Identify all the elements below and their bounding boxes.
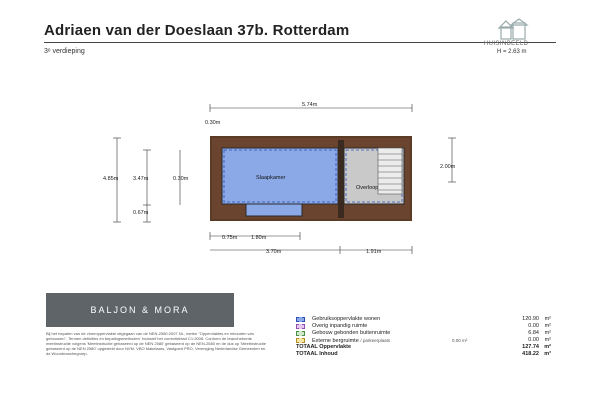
area-legend <box>296 316 551 358</box>
total-volume-unit: m³ <box>544 351 551 357</box>
partition-wall <box>338 140 344 218</box>
logo-text: HUISINBEELD <box>484 41 529 47</box>
bottom-right-total-label: 1.91m <box>366 249 382 255</box>
inner-offset-label: 0.30m <box>173 176 189 182</box>
legend-unit: m² <box>544 323 551 329</box>
agency-brand-box <box>46 293 234 327</box>
legend-row <box>296 337 551 344</box>
legend-unit: m² <box>544 337 551 343</box>
inner-height-label: 3.47m <box>133 176 149 182</box>
swatch-living <box>296 317 305 322</box>
bottom-b-label: 1.80m <box>251 235 267 241</box>
total-area-label: TOTAAL Oppervlakte <box>296 344 352 350</box>
legend-label: Gebruiksoppervlakte wonen <box>312 316 381 322</box>
legend-value: 6.84 <box>528 330 539 336</box>
total-volume-value: 418.22 <box>522 351 539 357</box>
left-height-label: 4.85m <box>103 176 119 182</box>
legend-subvalue: 0.00 m² <box>452 338 468 343</box>
legend-sublabel: / parkeerplaats <box>360 338 391 343</box>
bottom-small-label: 0.67m <box>133 210 149 216</box>
legend-label: Externe bergruimte / parkeerplaats <box>312 338 391 344</box>
legend-row <box>296 330 551 337</box>
total-area-unit: m² <box>544 344 551 350</box>
legend-unit: m² <box>544 330 551 336</box>
total-area-value: 127.74 <box>522 344 539 350</box>
swatch-external-storage <box>296 338 305 343</box>
bottom-a-label: 0.75m <box>222 235 238 241</box>
bottom-left-total-label: 3.70m <box>266 249 282 255</box>
bedroom-label: Slaapkamer <box>256 175 286 181</box>
address-title: Adriaen van der Doeslaan 37b. Rotterdam <box>44 22 350 39</box>
swatch-outdoor <box>296 331 305 336</box>
legend-unit: m² <box>544 316 551 322</box>
stairs-icon <box>378 148 402 194</box>
right-height-label: 2.00m <box>440 164 456 170</box>
ceiling-height: H = 2.63 m <box>497 49 527 55</box>
legend-label: Overig inpandig ruimte <box>312 323 368 329</box>
swatch-other-indoor <box>296 324 305 329</box>
legend-row <box>296 316 551 323</box>
measurement-disclaimer: Bij het bepalen van de vloeroppervlakte uitgegaan van de NEN-2580:2007 NL, meten "Oppervlaktes en inhouden van gebouwen". Termen definities en bepalingsmethoden' inclusief het correctieblad C1:2008. Conform de branchebrede meetinstructie volgens 'Meetinstructie gebaseerd op de NEN 2580' gebaseerd op de NEN-2580 en de dus op 'Meetinstructie gebaseerd op de NEN 2580' opgesteld door NVM, VBO Makelaars, Vastgoed PRO, Vereniging Nederlandse Gemeenten en de Woonbranchegroep. <box>46 331 266 356</box>
total-volume-label: TOTAAL Inhoud <box>296 351 338 357</box>
legend-row <box>296 323 551 330</box>
top-width-label: 5.74m <box>302 102 318 108</box>
agency-name: BALJON & MORA <box>90 305 190 315</box>
legend-label: Gebouw gebonden buitenruimte <box>312 330 391 336</box>
floor-label: 3ᵉ verdieping <box>44 48 85 55</box>
legend-value: 0.00 <box>528 323 539 329</box>
total-area-row <box>296 344 551 351</box>
top-offset-label: 0.30m <box>205 120 221 126</box>
total-volume-row <box>296 351 551 358</box>
legend-value: 120.90 <box>522 316 539 322</box>
landing-label: Overloop <box>356 185 379 191</box>
legend-value: 0.00 <box>528 337 539 343</box>
